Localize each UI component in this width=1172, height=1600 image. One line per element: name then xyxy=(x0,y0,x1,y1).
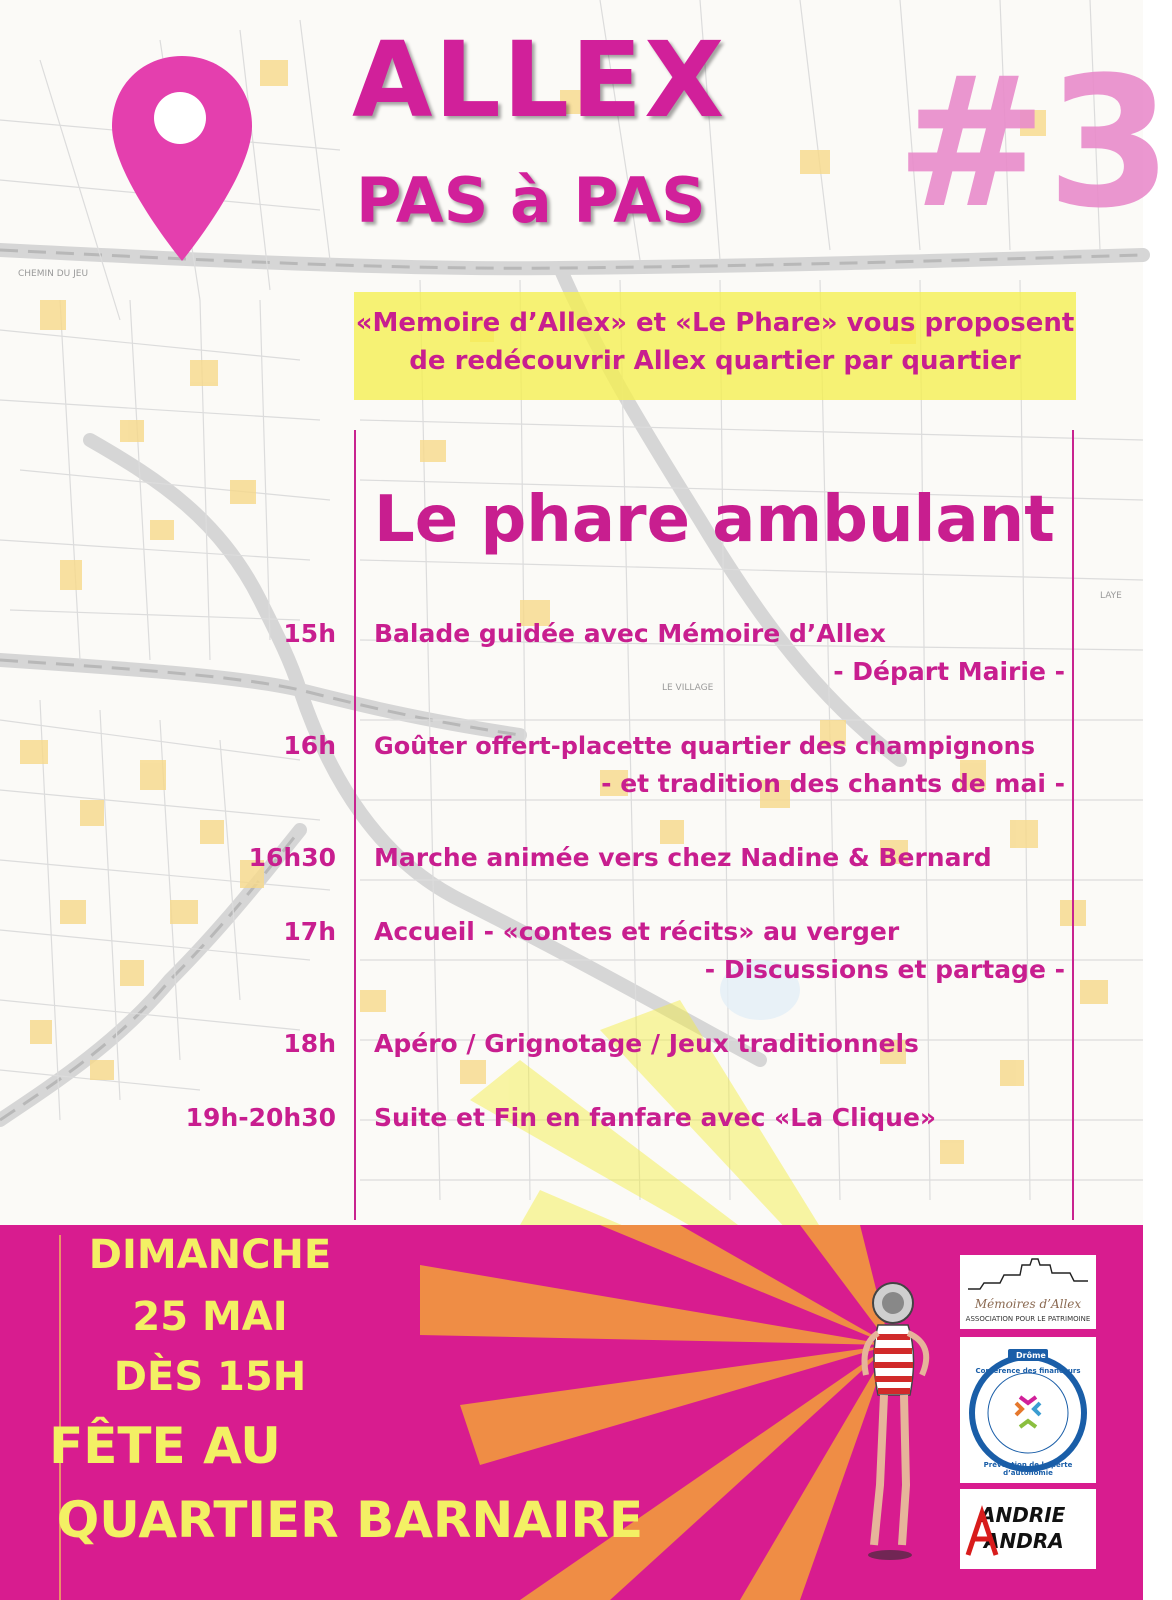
logo-memoires-allex xyxy=(960,1255,1096,1329)
edition-number: #3 xyxy=(896,39,1172,248)
event-start-time: DÈS 15H xyxy=(113,1354,307,1400)
andrie-text: ANDRIE xyxy=(980,1503,1066,1527)
intro-line-1: «Memoire d’Allex» et «Le Phare» vous proposent xyxy=(355,308,1075,338)
drome-tag: Drôme xyxy=(1016,1351,1046,1360)
program-activity-detail: - Discussions et partage - xyxy=(704,955,1065,984)
andrie-letter-a-icon xyxy=(960,1489,1096,1569)
conference-text: Conférence des financeurs xyxy=(975,1367,1081,1375)
village-skyline-icon xyxy=(960,1255,1096,1295)
map-pin-icon xyxy=(112,56,252,261)
program-activity: Balade guidée avec Mémoire d’Allex xyxy=(374,619,886,648)
program-time: 16h30 xyxy=(248,843,336,872)
program-time: 18h xyxy=(283,1029,336,1058)
memoires-subtitle: ASSOCIATION POUR LE PATRIMOINE xyxy=(965,1315,1091,1323)
program-activity: Accueil - «contes et récits» au verger xyxy=(374,917,900,946)
event-name-line-1: FÊTE AU xyxy=(49,1417,281,1475)
program-activity: Suite et Fin en fanfare avec «La Clique» xyxy=(374,1103,937,1132)
event-date: 25 MAI xyxy=(132,1294,288,1340)
program-activity: Goûter offert-placette quartier des champignons xyxy=(374,732,1035,760)
memoires-name: Mémoires d’Allex xyxy=(974,1297,1082,1311)
program-title: Le phare ambulant xyxy=(374,483,1055,557)
program-activity-detail: - et tradition des chants de mai - xyxy=(601,769,1065,798)
event-band xyxy=(0,1225,1143,1600)
map-label-laye: LAYE xyxy=(1100,591,1122,601)
program-time: 19h-20h30 xyxy=(185,1103,336,1132)
intro-highlight xyxy=(354,292,1076,400)
event-day: DIMANCHE xyxy=(88,1232,332,1278)
logo-conference-financeurs xyxy=(960,1337,1096,1483)
program-activity: Apéro / Grignotage / Jeux traditionnels xyxy=(374,1029,919,1058)
map-label-chemin: CHEMIN DU JEU xyxy=(18,269,89,279)
program-activity: Marche animée vers chez Nadine & Bernard xyxy=(374,843,992,872)
program-time: 16h xyxy=(283,731,336,760)
logo-andrie-andra xyxy=(960,1489,1096,1569)
program-time: 17h xyxy=(283,917,336,946)
bather-figure xyxy=(865,1283,927,1560)
poster-title: ALLEX xyxy=(352,19,727,141)
program-divider-left xyxy=(354,430,356,1220)
program-activity-detail: - Départ Mairie - xyxy=(833,657,1065,686)
andra-text: ANDRA xyxy=(984,1529,1064,1553)
poster-subtitle: PAS à PAS xyxy=(356,164,706,237)
map-label-village: LE VILLAGE xyxy=(662,683,714,693)
intro-line-2: de redécouvrir Allex quartier par quartier xyxy=(409,346,1021,376)
program-time: 15h xyxy=(283,619,336,648)
event-name-line-2: QUARTIER BARNAIRE xyxy=(56,1491,644,1549)
prevention-text: Prévention de la perte d’autonomie xyxy=(983,1461,1073,1477)
